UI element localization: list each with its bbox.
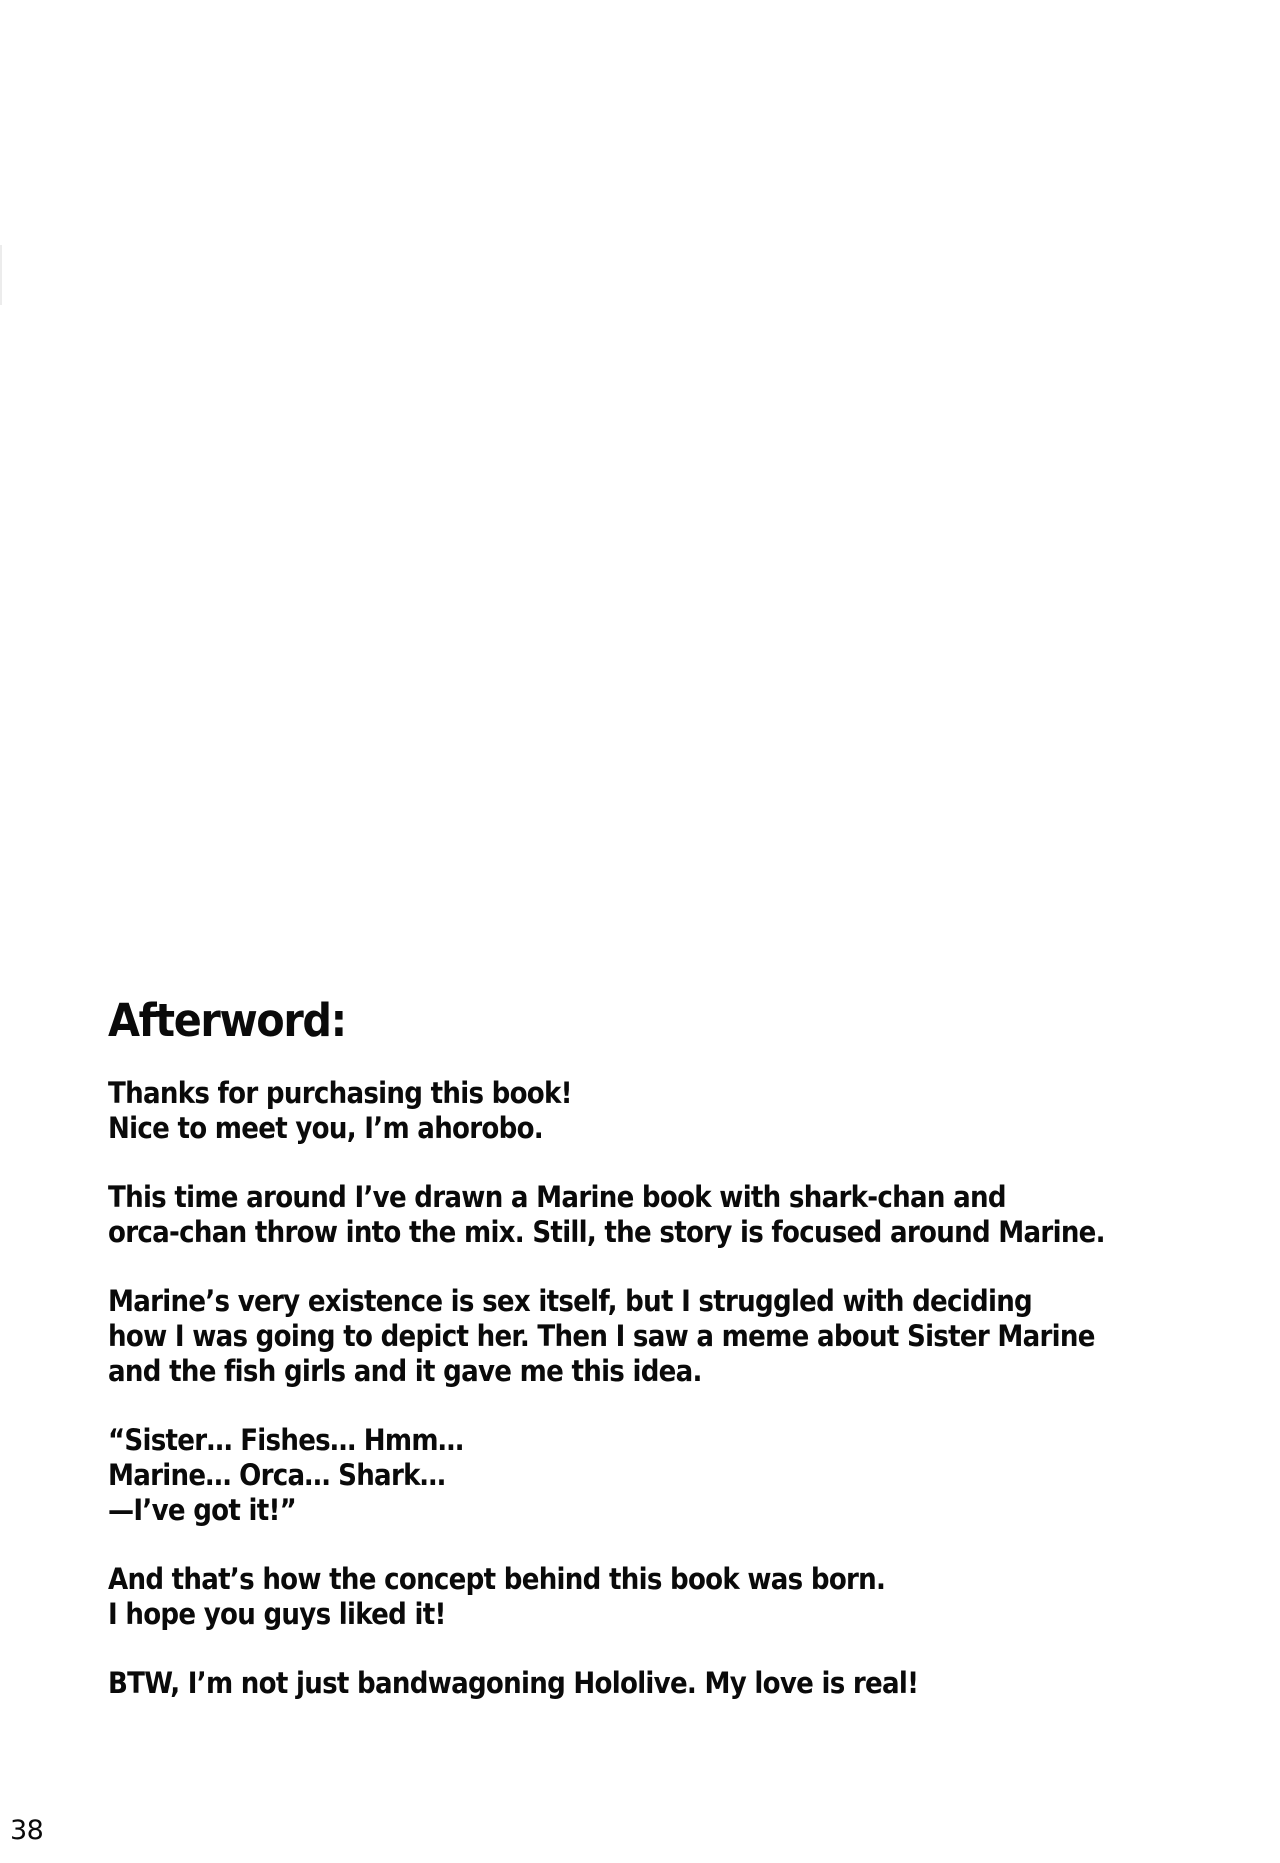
text-line: Thanks for purchasing this book! — [108, 1076, 572, 1110]
paragraph-postscript — [108, 1666, 1168, 1701]
paragraph-inspiration — [108, 1284, 1168, 1389]
paragraph-conclusion — [108, 1562, 1168, 1632]
afterword-title: Afterword: — [108, 994, 346, 1047]
text-line: orca-chan throw into the mix. Still, the story is focused around Marine. — [108, 1215, 1105, 1249]
paragraph-quote — [108, 1423, 1168, 1528]
text-line: This time around I’ve drawn a Marine book with shark-chan and — [108, 1180, 1006, 1214]
text-line: I hope you guys liked it! — [108, 1597, 446, 1631]
text-line: —I’ve got it!” — [108, 1493, 297, 1527]
paragraph-book-description — [108, 1180, 1168, 1250]
page-number: 38 — [10, 1815, 44, 1846]
afterword-section — [108, 990, 1168, 1735]
text-line: and the fish girls and it gave me this idea. — [108, 1354, 702, 1388]
text-line: Marine’s very existence is sex itself, but I struggled with deciding — [108, 1284, 1033, 1318]
scan-edge-mark — [0, 245, 2, 305]
text-line: Nice to meet you, I’m ahorobo. — [108, 1111, 544, 1145]
text-line: BTW, I’m not just bandwagoning Hololive. My love is real! — [108, 1666, 919, 1700]
paragraph-greeting — [108, 1076, 1168, 1146]
text-line: Marine… Orca… Shark… — [108, 1458, 446, 1492]
text-line: how I was going to depict her. Then I saw a meme about Sister Marine — [108, 1319, 1095, 1353]
text-line: And that’s how the concept behind this book was born. — [108, 1562, 886, 1596]
text-line: “Sister… Fishes… Hmm… — [108, 1423, 464, 1457]
